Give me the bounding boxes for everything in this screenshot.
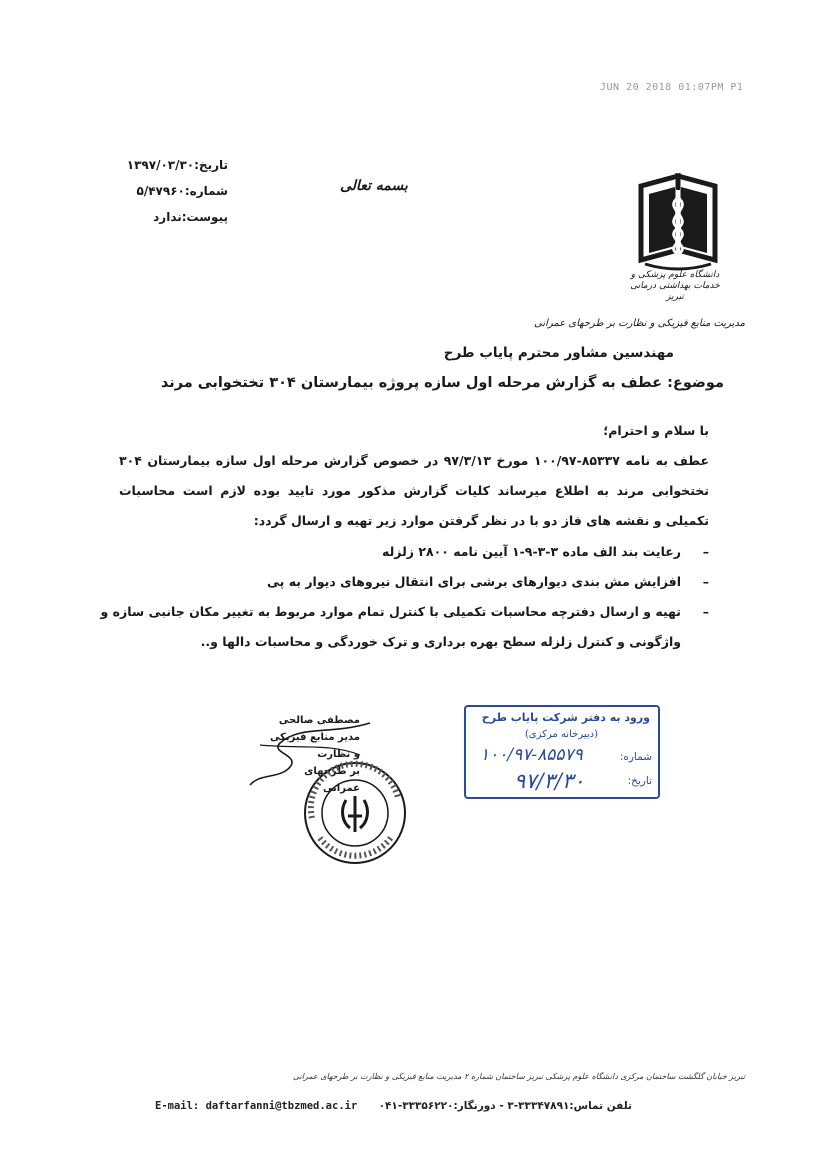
stamp-date-label: تاریخ: bbox=[627, 775, 652, 787]
stamp-number-value: ۱۰۰/۹۷-۸۵۵۷۹ bbox=[480, 745, 583, 765]
stamp-title: ورود به دفتر شرکت پایاب طرح bbox=[481, 711, 650, 724]
list-item: – رعایت بند الف ماده ۳-۳-۹-۱ آیین نامه ۲۸۰۰ زلزله bbox=[89, 537, 709, 567]
logo-caption: دانشگاه علوم پزشکی و خدمات بهداشتی درمانی تبریز bbox=[630, 270, 720, 302]
signer-title-line2: بر طرحهای عمرانی bbox=[304, 766, 360, 794]
official-seal-icon bbox=[300, 758, 410, 868]
body-paragraph: عطف به نامه ۸۵۳۳۷-۱۰۰/۹۷ مورخ ۹۷/۳/۱۳ در خصوص گزارش مرحله اول سازه بیمارستان ۳۰۴ تختخوابی مرند به اطلاع میرساند کلیات گزارش مذکور مورد تایید بوده لازم است محاسبات تکمیلی و نقشه های فاز دو با در نظر گرفتن موارد زیر تهیه و ارسال گردد: bbox=[119, 453, 710, 528]
letter-attachment: پیوست:ندارد bbox=[153, 210, 228, 224]
footer-address: تبریز خیابان گلگشت ساختمان مرکزی دانشگاه علوم پزشکی تبریز ساختمان شماره ۲ مدیریت منابع فیزیکی و نظارت بر طرحهای عمرانی bbox=[292, 1072, 745, 1081]
letter-number: شماره:۵/۴۷۹۶۰ bbox=[136, 184, 228, 198]
basmala: بسمه تعالی bbox=[340, 178, 408, 194]
fax-header: JUN 20 2018 01:07PM P1 bbox=[600, 82, 744, 93]
footer-contact bbox=[155, 1100, 755, 1112]
department-name: مدیریت منابع فیزیکی و نظارت بر طرحهای عمرانی bbox=[534, 318, 745, 329]
signer-name: مصطفی صالحی bbox=[278, 715, 360, 726]
recipient: مهندسین مشاور محترم پایاب طرح bbox=[443, 345, 674, 361]
letter-date: تاریخ:۱۳۹۷/۰۳/۳۰ bbox=[126, 158, 228, 172]
university-logo-icon bbox=[633, 168, 723, 280]
footer-phone: تلفن تماس:۳۳۳۴۷۸۹۱-۳ - دورنگار:۳۳۳۵۶۲۲۰-۰۴۱ bbox=[378, 1100, 632, 1112]
footer-email: E-mail: daftarfanni@tbzmed.ac.ir bbox=[155, 1100, 358, 1112]
stamp-number-label: شماره: bbox=[619, 751, 652, 763]
letter-meta bbox=[108, 152, 228, 230]
received-stamp bbox=[464, 705, 660, 799]
list-item: – تهیه و ارسال دفترچه محاسبات تکمیلی با کنترل تمام موارد مربوط به تغییر مکان جانبی سازه و واژگونی و کنترل زلزله سطح بهره برداری و ترک خوردگی و محاسبات دالها و.. bbox=[89, 597, 709, 657]
list-item: – افزایش مش بندی دیوارهای برشی برای انتقال نیروهای دیوار به پی bbox=[89, 567, 709, 597]
subject-line: موضوع: عطف به گزارش مرحله اول سازه پروژه بیمارستان ۳۰۴ تختخوابی مرند bbox=[160, 375, 724, 391]
stamp-date-value: ۹۷/۳/۳۰ bbox=[514, 769, 585, 793]
stamp-subtitle: (دبیرخانه مرکزی) bbox=[524, 729, 598, 740]
signer-title-line1: مدیر منابع فیزیکی و نظارت bbox=[269, 732, 360, 760]
requirements-list bbox=[89, 537, 709, 657]
greeting: با سلام و احترام؛ bbox=[603, 423, 709, 438]
